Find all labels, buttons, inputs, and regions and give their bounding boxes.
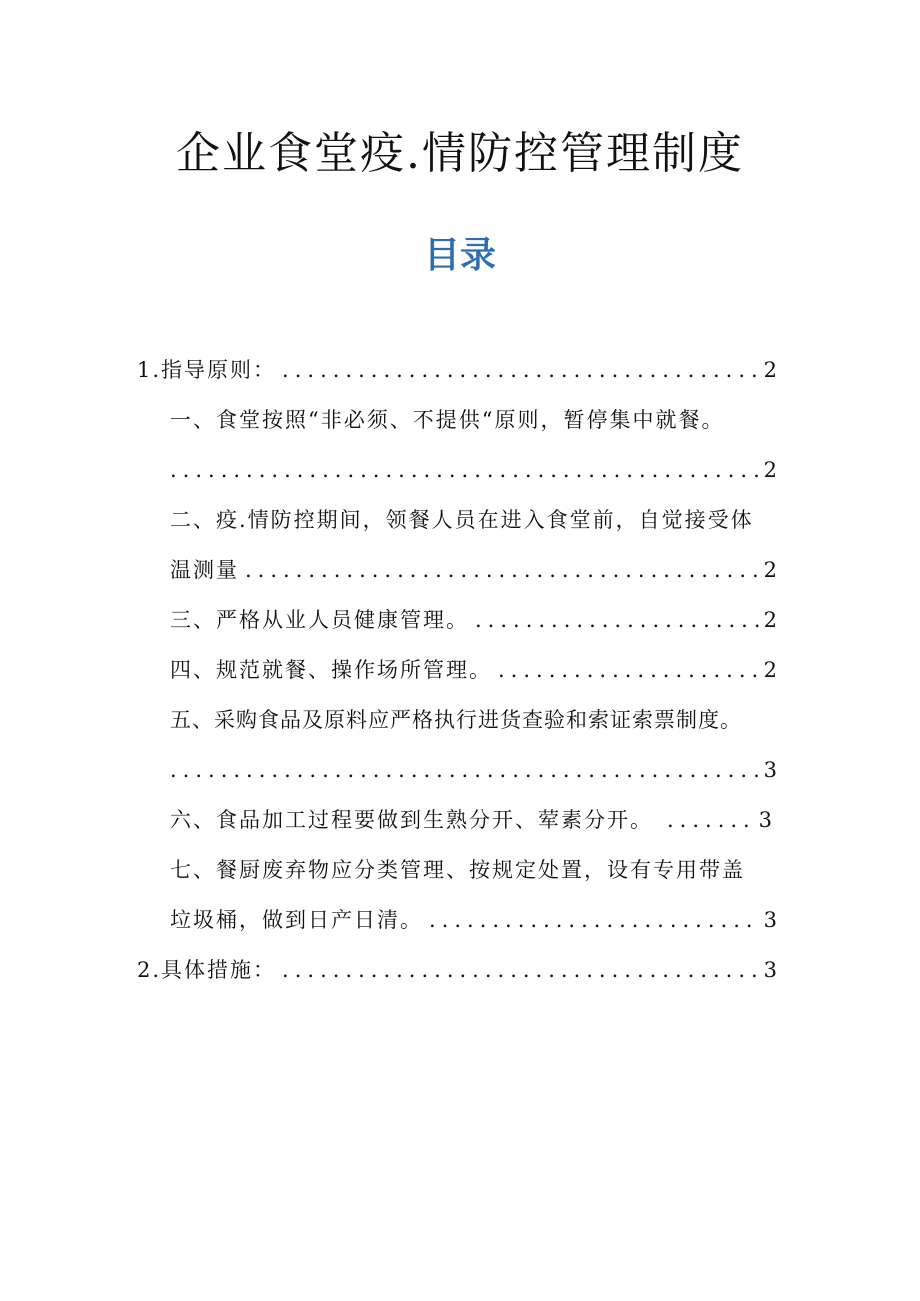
- toc-leader-dots: [667, 805, 755, 835]
- toc-page-number: 2: [763, 358, 777, 382]
- toc-entry-item-7[interactable]: [170, 855, 777, 885]
- toc-page-number: 2: [763, 608, 777, 632]
- toc-leader-dots: [170, 455, 760, 485]
- toc-entry-text: 1.指导原则：: [137, 358, 277, 382]
- toc-entry-text: 二、疫.情防控期间，领餐人员在进入食堂前，自觉接受体: [170, 508, 754, 532]
- toc-leader-dots: [245, 555, 760, 585]
- toc-page-number: 2: [763, 458, 777, 482]
- toc-page-number: 3: [763, 908, 777, 932]
- toc-page-number: 3: [763, 758, 777, 782]
- toc-entry-text: 温测量: [170, 558, 239, 582]
- toc-page-number: 2: [763, 558, 777, 582]
- toc-entry-item-7-cont[interactable]: [170, 905, 777, 935]
- toc-entry-item-6[interactable]: [170, 805, 772, 835]
- toc-entry-item-5[interactable]: [170, 705, 780, 735]
- toc-entry-item-2-cont[interactable]: [170, 555, 777, 585]
- toc-entry-text: 三、严格从业人员健康管理。: [170, 608, 469, 632]
- toc-entry-item-1-cont[interactable]: [170, 455, 777, 485]
- toc-leader-dots: [429, 905, 760, 935]
- toc-entry-text: 2.具体措施：: [137, 958, 277, 982]
- toc-leader-dots: [475, 605, 760, 635]
- toc-entry-specific-measures[interactable]: [137, 955, 777, 985]
- toc-leader-dots: [170, 755, 760, 785]
- toc-entry-text: 七、餐厨废弃物应分类管理、按规定处置，设有专用带盖: [170, 858, 745, 882]
- toc-entry-item-2[interactable]: [170, 505, 777, 535]
- toc-heading: 目录: [423, 235, 496, 276]
- toc-page-number: 2: [763, 658, 777, 682]
- toc-leader-dots: [282, 355, 760, 385]
- toc-entry-text: 垃圾桶，做到日产日清。: [170, 908, 423, 932]
- toc-entry-item-3[interactable]: [170, 605, 777, 635]
- toc-leader-dots: [498, 655, 760, 685]
- toc-entry-text: 五、采购食品及原料应严格执行进货查验和索证索票制度。: [170, 708, 742, 732]
- document-title: 企业食堂疫.情防控管理制度: [176, 128, 744, 179]
- toc-entry-item-1[interactable]: [170, 405, 777, 435]
- toc-entry-item-5-cont[interactable]: [170, 755, 777, 785]
- toc-entry-text: 六、食品加工过程要做到生熟分开、荤素分开。: [170, 808, 653, 832]
- toc-entry-text: 一、食堂按照“非必须、不提供“原则，暂停集中就餐。: [170, 408, 725, 432]
- toc-page-number: 3: [758, 808, 772, 832]
- toc-entry-text: 四、规范就餐、操作场所管理。: [170, 658, 492, 682]
- toc-entry-item-4[interactable]: [170, 655, 777, 685]
- toc-entry-guiding-principles[interactable]: [137, 355, 777, 385]
- toc-leader-dots: [282, 955, 760, 985]
- toc-page-number: 3: [763, 958, 777, 982]
